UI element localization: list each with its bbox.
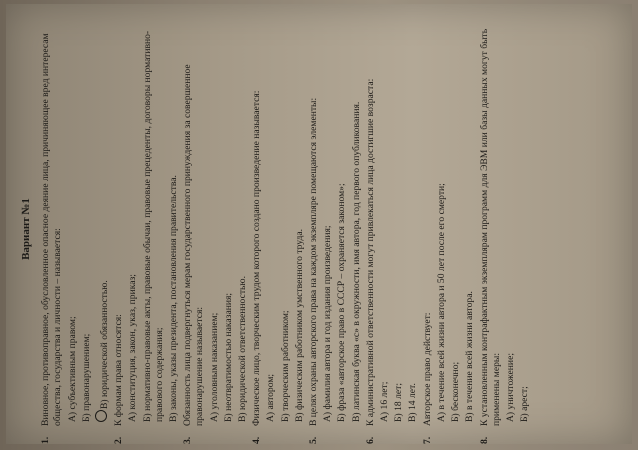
question-number: 3.	[182, 436, 194, 444]
question-item	[40, 14, 111, 444]
answer-option	[237, 14, 249, 444]
question-item	[113, 14, 180, 444]
question-number: 4.	[251, 436, 263, 444]
question-text: Виновное, противоправное, обусловленное опасное деяние лица, причиняющее вред интересам общества, государства и личности – называется:	[40, 33, 64, 426]
answer-option	[351, 14, 363, 444]
answer-option-text: А) автором;	[265, 373, 277, 422]
question-number: 5.	[308, 436, 320, 444]
question-text: К формам права относятся:	[113, 314, 125, 426]
answer-option-text: А) уничтожение;	[504, 353, 516, 422]
answer-option	[505, 14, 517, 444]
answer-option-text: А) уголовным наказанием;	[208, 312, 220, 422]
document-title: Вариант №1	[20, 198, 32, 260]
answer-option	[223, 14, 235, 444]
question-item	[308, 14, 363, 444]
question-list	[40, 14, 531, 444]
answer-option	[519, 14, 531, 444]
question-header	[308, 14, 320, 444]
question-text: Обязанность лица подвергнуться мерам государственного принуждения за совершенное правонарушение называется:	[182, 64, 206, 426]
answer-option-text: А) субъективным правом;	[66, 316, 78, 422]
answer-option-text: В) латинская буква «с» в окружности, имя автора, год первого опубликования.	[350, 101, 362, 422]
answer-option	[168, 14, 180, 444]
answer-option	[294, 14, 306, 444]
question-header	[479, 14, 503, 444]
answer-option-text: А) 16 лет;	[379, 381, 391, 422]
answer-option	[322, 14, 334, 444]
answer-option-text: В) юридической обязанностью.	[99, 280, 111, 409]
question-text: К административной ответственности могут привлекаться лица достигшие возраста:	[364, 78, 376, 426]
question-header	[182, 14, 206, 444]
answer-option-text: Б) бесконечно;	[450, 361, 462, 422]
question-text: В целях охраны авторского права на каждом экземпляре помещаются элементы:	[308, 97, 320, 426]
answer-option-text: Б) арест;	[519, 386, 531, 422]
question-header	[113, 14, 125, 444]
answer-option-text: Б) 18 лет;	[393, 383, 405, 422]
answer-option-text: А) фамилия автора и год издания произведения;	[322, 225, 334, 422]
question-item	[479, 14, 532, 444]
question-number: 1.	[40, 436, 52, 444]
answer-option	[379, 14, 391, 444]
test-document	[16, 14, 626, 444]
answer-option-text: Б) фраза «авторское право в СССР – охраняется законом»;	[336, 183, 348, 422]
answer-option-text: Б) правонарушением;	[80, 333, 92, 422]
answer-option	[142, 14, 166, 444]
answer-option	[336, 14, 348, 444]
question-text: К установленным контрафактным экземплярам программ для ЭВМ или базы данных могут быть применены меры:	[478, 28, 502, 426]
answer-option	[265, 14, 277, 444]
answer-option	[393, 14, 405, 444]
answer-option-text: А) конституция, закон, указ, приказ;	[127, 274, 139, 422]
question-item	[365, 14, 420, 444]
question-text: Авторское право действует:	[421, 312, 433, 426]
answer-option-text: В) юридической ответственностью.	[237, 276, 249, 422]
question-number: 6.	[364, 436, 376, 444]
answer-option	[209, 14, 221, 444]
question-item	[422, 14, 477, 444]
answer-option-text: Б) творческим работником;	[279, 310, 291, 422]
answer-option-text: А) в течение всей жизни автора и 50 лет после его смерти;	[435, 183, 447, 422]
answer-option	[95, 14, 111, 444]
answer-option	[127, 14, 139, 444]
question-header	[251, 14, 263, 444]
answer-option	[67, 14, 79, 444]
question-header	[365, 14, 377, 444]
answer-option	[464, 14, 476, 444]
question-number: 8.	[478, 436, 490, 444]
answer-option-text: В) 14 лет.	[407, 383, 419, 422]
question-text: Физическое лицо, творческим трудом которого создано произведение называется:	[251, 90, 263, 426]
question-header	[40, 14, 64, 444]
answer-option-text: В) в течение всей жизни автора.	[464, 291, 476, 422]
answer-option	[280, 14, 292, 444]
question-item	[182, 14, 249, 444]
paper-sheet	[6, 4, 632, 444]
question-number: 2.	[113, 436, 125, 444]
circled-answer-mark	[95, 410, 107, 422]
answer-option	[81, 14, 93, 444]
answer-option-text: Б) неотвратимостью наказания;	[222, 292, 234, 422]
question-header	[422, 14, 434, 444]
answer-option	[436, 14, 448, 444]
answer-option-text: В) физическим работником умственного труда.	[293, 228, 305, 422]
answer-option	[450, 14, 462, 444]
answer-option-text: В) законы, указы президента, постановления правительства.	[168, 175, 180, 422]
question-item	[251, 14, 306, 444]
answer-option-text: Б) нормативно-правовые акты, правовые обычаи, правовые прецеденты, договоры нормативно-правового содержания;	[141, 30, 165, 422]
answer-option	[407, 14, 419, 444]
question-number: 7.	[421, 436, 433, 444]
